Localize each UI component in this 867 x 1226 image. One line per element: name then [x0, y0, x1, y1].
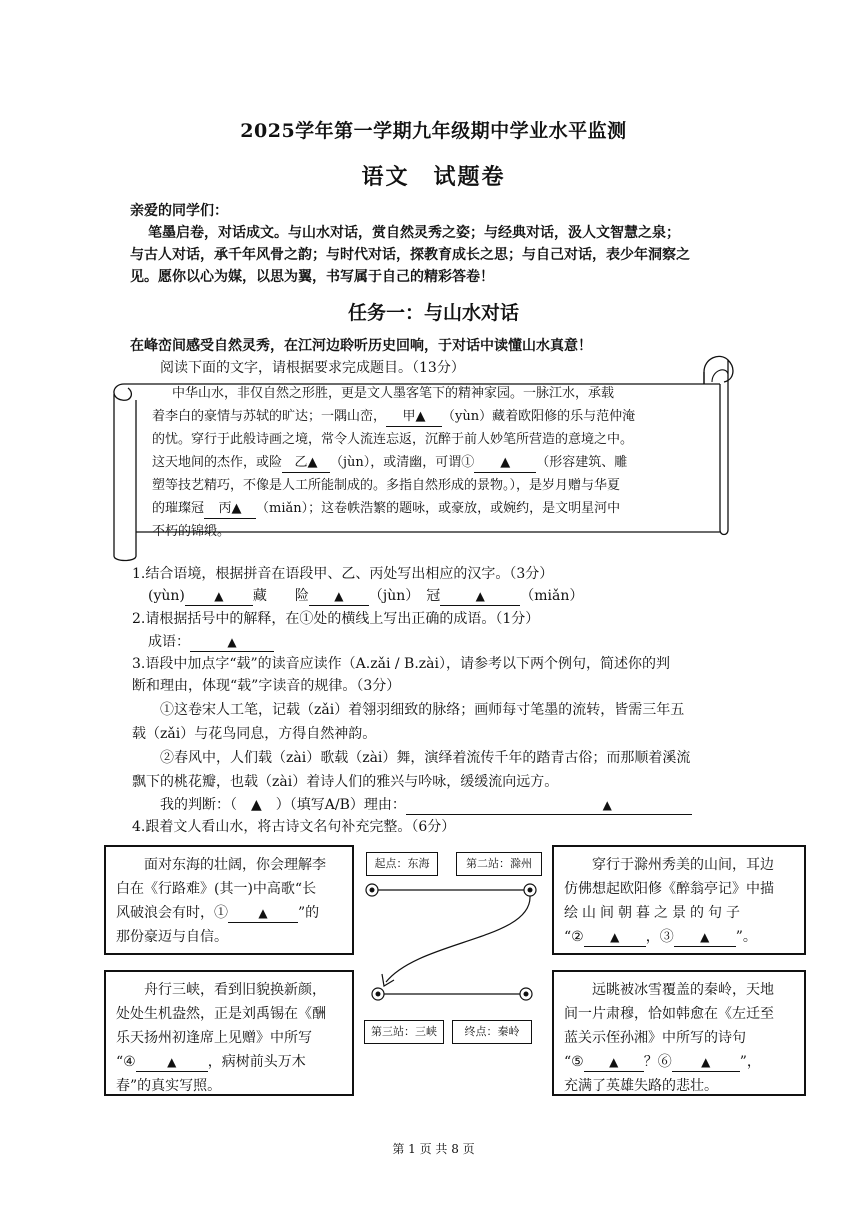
passage-text: （jùn），或清幽，可谓① — [330, 455, 475, 470]
blank-bing[interactable]: 丙▲ — [204, 500, 256, 519]
passage-line-6 — [152, 497, 620, 520]
triangle-mark: ▲ — [610, 930, 620, 944]
triangle-mark: ▲ — [334, 589, 344, 603]
answer-blank-bing[interactable] — [440, 587, 520, 606]
passage-line-5: 塑等技艺精巧，不像是人工所能制成的。多指自然形成的景物。），是岁月赠与华夏 — [152, 478, 621, 493]
passage-text: （形容建筑、雕 — [536, 455, 628, 470]
route-path — [360, 870, 540, 1010]
answer-blank-yi[interactable] — [309, 587, 369, 606]
question-2-answer — [148, 631, 274, 653]
idiom-label: 成语： — [148, 634, 190, 650]
poem-blank-5[interactable] — [584, 1053, 644, 1072]
box-text-line — [564, 925, 794, 949]
example-2-line-2: 飘下的桃花瓣，也载（zài）着诗人们的雅兴与吟咏，缓缓流向远方。 — [132, 774, 559, 790]
box-text: 春”的真实写照。 — [116, 1078, 222, 1094]
passage-text: 这天地间的杰作，或险 — [152, 455, 283, 470]
question-4: 4.跟着文人看山水，将古诗文名句补充完整。（6分） — [132, 819, 456, 835]
box-text: ”。 — [735, 929, 757, 945]
box-text: 穿行于滁州秀美的山间，耳边 — [592, 857, 774, 873]
triangle-mark: ▲ — [701, 1055, 711, 1069]
blank-yi[interactable]: 乙▲ — [282, 454, 330, 473]
box-text: 那份豪迈与自信。 — [116, 929, 228, 945]
intro-line-3: 见。愿你以心为媒，以思为翼，书写属于自己的精彩答卷！ — [130, 269, 494, 285]
box-text: “⑤ — [564, 1054, 584, 1070]
idiom-answer-blank[interactable] — [190, 633, 274, 652]
passage-line-7: 不朽的锦缎。 — [152, 524, 231, 539]
box-text: 绘山间朝暮之景的句子 — [564, 905, 744, 921]
task1-title: 任务一：与山水对话 — [347, 302, 519, 324]
station-end-label: 终点：秦岭 — [452, 1020, 532, 1044]
triangle-mark: ▲ — [214, 589, 224, 603]
box-text: 舟行三峡，看到旧貌换新颜， — [144, 982, 326, 998]
box-text-line — [116, 901, 342, 925]
poem-box-qinling — [552, 970, 806, 1096]
blank-idiom-1[interactable]: ▲ — [474, 454, 536, 473]
poem-box-east-sea — [104, 845, 354, 955]
triangle-mark: ▲ — [475, 589, 485, 603]
triangle-mark: ▲ — [609, 1055, 619, 1069]
poem-blank-1[interactable] — [228, 904, 298, 923]
box-text: 白在《行路难》(其一)中高歌“长 — [116, 881, 317, 897]
box-text-line — [116, 1050, 342, 1074]
passage-text: （yùn）藏着欧阳修的乐与范仲淹 — [442, 409, 636, 424]
exam-title: 2025学年第一学期九年级期中学业水平监测 — [240, 120, 627, 142]
question-3-line-2: 断和理由，体现“载”字读音的规律。（3分） — [132, 678, 401, 694]
answer-blank-jia[interactable] — [185, 587, 253, 606]
greeting: 亲爱的同学们： — [130, 203, 228, 219]
poem-box-three-gorges — [104, 970, 354, 1096]
intro-line-2: 与古人对话，承千年风骨之韵；与时代对话，探教育成长之思；与自己对话，表少年洞察之 — [130, 247, 690, 263]
poem-blank-4[interactable] — [136, 1053, 208, 1072]
passage-line-4 — [152, 451, 627, 474]
passage-line-3: 的忧。穿行于此般诗画之境，常令人流连忘返，沉醉于前人妙笔所营造的意境之中。 — [152, 432, 634, 447]
box-text: ，③ — [645, 929, 674, 945]
box-text: 仿佛想起欧阳修《醉翁亭记》中描 — [564, 881, 774, 897]
triangle-mark: ▲ — [227, 635, 237, 649]
poem-blank-2[interactable] — [584, 928, 646, 947]
box-text: “② — [564, 929, 584, 945]
box-text: 间一片肃穆，恰如韩愈在《左迁至 — [564, 1006, 774, 1022]
box-text: ”的 — [298, 905, 320, 921]
poem-blank-3[interactable] — [674, 928, 736, 947]
box-text: ？⑥ — [643, 1054, 672, 1070]
box-text: 处处生机盎然，正是刘禹锡在《酬 — [116, 1006, 326, 1022]
page-number: 第 1 页 共 8 页 — [392, 1142, 475, 1156]
passage-text: （miǎn）；这卷帙浩繁的题咏，或豪放，或婉约，是文明星河中 — [256, 501, 621, 516]
question-1-answers — [148, 585, 583, 607]
question-3-line-1: 3.语段中加点字“载”的读音应读作（A.zǎi / B.zài），请参考以下两个例句，简述你的判 — [132, 656, 670, 672]
q1-text: （miǎn） — [520, 588, 584, 604]
station-2-label: 第二站：滁州 — [456, 852, 542, 876]
question-2: 2.请根据括号中的解释，在①处的横线上写出正确的成语。（1分） — [132, 611, 540, 627]
poem-blank-6[interactable] — [672, 1053, 740, 1072]
passage-text: 着李白的豪情与苏轼的旷达；一隅山峦， — [152, 409, 387, 424]
box-text-line — [564, 1050, 794, 1074]
exam-subtitle: 语文 试题卷 — [361, 164, 506, 190]
q1-text: 藏 险 — [252, 588, 309, 604]
judgment-row — [160, 794, 692, 816]
poem-box-chuzhou — [552, 845, 806, 955]
box-text: “④ — [116, 1054, 136, 1070]
q1-text: （jùn） 冠 — [368, 588, 441, 604]
example-2-line-1: ②春风中，人们载（zài）歌载（zài）舞，演绎着流传千年的踏青古俗；而那顺着溪流 — [160, 750, 691, 766]
intro-line-1: 笔墨启卷，对话成文。与山水对话，赏自然灵秀之姿；与经典对话，汲人文智慧之泉； — [148, 225, 680, 241]
blank-jia[interactable]: 甲▲ — [386, 408, 442, 427]
box-text: ”， — [739, 1054, 761, 1070]
station-start-label: 起点：东海 — [366, 852, 438, 876]
passage-line-2 — [152, 405, 635, 428]
passage-line-1: 中华山水，非仅自然之形胜，更是文人墨客笔下的精神家园。一脉江水，承载 — [172, 386, 615, 401]
box-text: 蓝关示侄孙湘》中所写的诗句 — [564, 1030, 746, 1046]
box-text: 面对东海的壮阔，你会理解李 — [144, 857, 326, 873]
box-text: 远眺被冰雪覆盖的秦岭，天地 — [592, 982, 774, 998]
task1-lead: 在峰峦间感受自然灵秀，在江河边聆听历史回响，于对话中读懂山水真意！ — [130, 338, 592, 354]
box-text: 风破浪会有时，① — [116, 905, 228, 921]
pinyin-yun: (yùn) — [148, 588, 185, 604]
task1-instruction: 阅读下面的文字，请根据要求完成题目。（13分） — [160, 360, 465, 376]
judgment-label: 我的判断：（ ▲ ）（填写A/B）理由： — [160, 797, 406, 813]
triangle-mark: ▲ — [258, 906, 268, 920]
example-1-line-2: 载（zǎi）与花鸟同息，方得自然神韵。 — [132, 726, 377, 742]
reason-answer-blank[interactable] — [406, 796, 692, 815]
station-3-label: 第三站：三峡 — [364, 1020, 444, 1044]
example-1-line-1: ①这卷宋人工笔，记载（zǎi）着翎羽细致的脉络；画师每寸笔墨的流转，皆需三年五 — [160, 702, 685, 718]
box-text: 充满了英雄失路的悲壮。 — [564, 1078, 718, 1094]
box-text: ，病树前头万木 — [207, 1054, 306, 1070]
box-text: 乐天扬州初逢席上见赠》中所写 — [116, 1030, 312, 1046]
triangle-mark: ▲ — [700, 930, 710, 944]
triangle-mark: ▲ — [167, 1055, 177, 1069]
triangle-mark: ▲ — [602, 798, 612, 812]
question-1: 1.结合语境，根据拼音在语段甲、乙、丙处写出相应的汉字。（3分） — [132, 566, 554, 582]
passage-text: 的璀璨冠 — [152, 501, 205, 516]
